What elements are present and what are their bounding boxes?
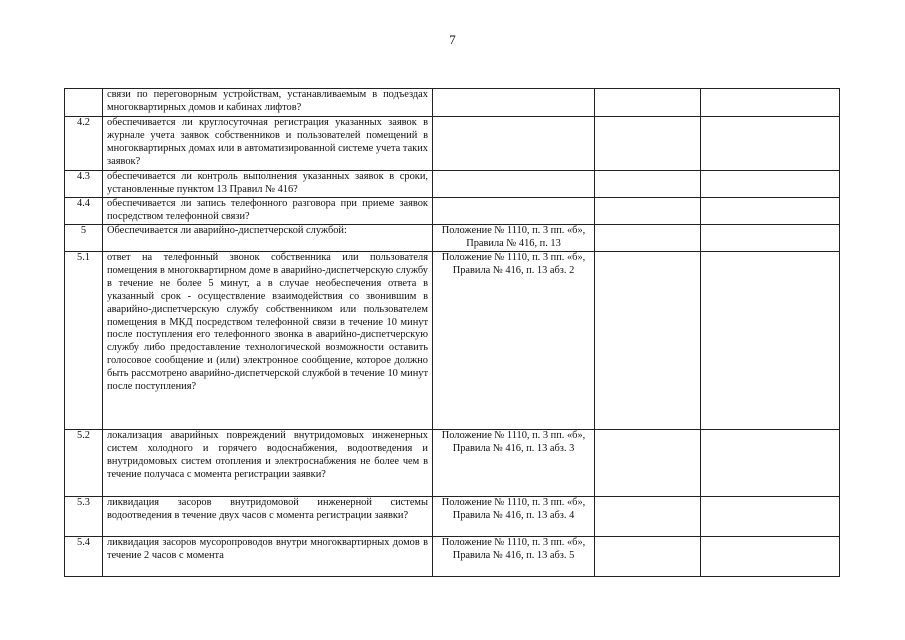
table-row [65, 537, 840, 577]
reference-text: Положение № 1110, п. 3 пп. «б», Правила № 416, п. 13 абз. 4 [433, 497, 595, 537]
question-text: обеспечивается ли круглосуточная регистрация указанных заявок в журнале учета заявок собственников и пользователей помещений в многоквартирных домах или в автоматизированной системе учета таких заявок? [103, 117, 433, 171]
row-number: 4.2 [65, 117, 103, 171]
page-number: 7 [449, 32, 456, 47]
table-row [65, 430, 840, 497]
row-number: 5.1 [65, 252, 103, 430]
answer-cell [595, 430, 701, 497]
answer-cell [595, 225, 701, 252]
table-row [65, 497, 840, 537]
note-cell [701, 430, 840, 497]
row-number: 4.4 [65, 198, 103, 225]
row-number: 5.2 [65, 430, 103, 497]
answer-cell [595, 537, 701, 577]
note-cell [701, 171, 840, 198]
table-row [65, 117, 840, 171]
row-number: 5.4 [65, 537, 103, 577]
note-cell [701, 89, 840, 117]
row-number: 4.3 [65, 171, 103, 198]
reference-text: Положение № 1110, п. 3 пп. «б», Правила № 416, п. 13 абз. 5 [433, 537, 595, 577]
question-text: ответ на телефонный звонок собственника или пользователя помещения в многоквартирном доме в аварийно-диспетчерскую службу в течение не более 5 минут, а в случае необеспечения ответа в указанный срок - осуществление взаимодействия со звонившим в аварийно-диспетчерскую службу собственником или пользователем помещения в МКД посредством телефонной связи в течение 10 минут после поступления его телефонного звонка в аварийно-диспетчерскую службу либо предоставление технологической возможности оставить голосовое сообщение и (или) электронное сообщение, которое должно быть рассмотрено аварийно-диспетчерской службой в течение 10 минут после поступления? [103, 252, 433, 430]
answer-cell [595, 117, 701, 171]
note-cell [701, 497, 840, 537]
note-cell [701, 198, 840, 225]
reference-text [433, 171, 595, 198]
question-text: ликвидация засоров внутридомовой инженерной системы водоотведения в течение двух часов с момента регистрации заявки? [103, 497, 433, 537]
row-number: 5.3 [65, 497, 103, 537]
table-row [65, 225, 840, 252]
note-cell [701, 537, 840, 577]
table-row [65, 171, 840, 198]
question-text: локализация аварийных повреждений внутридомовых инженерных систем холодного и горячего водоснабжения, водоотведения и внутридомовых систем отопления и электроснабжения не более чем в течение получаса с момента регистрации заявки? [103, 430, 433, 497]
question-text: ликвидация засоров мусоропроводов внутри многоквартирных домов в течение 2 часов с момента [103, 537, 433, 577]
question-text: Обеспечивается ли аварийно-диспетчерской службой: [103, 225, 433, 252]
note-cell [701, 252, 840, 430]
reference-text: Положение № 1110, п. 3 пп. «б», Правила № 416, п. 13 абз. 3 [433, 430, 595, 497]
row-number [65, 89, 103, 117]
row-number: 5 [65, 225, 103, 252]
checklist-table [64, 88, 840, 577]
reference-text [433, 198, 595, 225]
answer-cell [595, 171, 701, 198]
reference-text: Положение № 1110, п. 3 пп. «б», Правила № 416, п. 13 абз. 2 [433, 252, 595, 430]
answer-cell [595, 497, 701, 537]
question-text: обеспечивается ли контроль выполнения указанных заявок в сроки, установленные пунктом 13 Правил № 416? [103, 171, 433, 198]
reference-text [433, 117, 595, 171]
note-cell [701, 117, 840, 171]
question-text: связи по переговорным устройствам, устанавливаемым в подъездах многоквартирных домов и кабинах лифтов? [103, 89, 433, 117]
table-row [65, 252, 840, 430]
answer-cell [595, 89, 701, 117]
answer-cell [595, 252, 701, 430]
note-cell [701, 225, 840, 252]
reference-text [433, 89, 595, 117]
answer-cell [595, 198, 701, 225]
reference-text: Положение № 1110, п. 3 пп. «б», Правила № 416, п. 13 [433, 225, 595, 252]
table-row [65, 198, 840, 225]
table-row [65, 89, 840, 117]
question-text: обеспечивается ли запись телефонного разговора при приеме заявок посредством телефонной связи? [103, 198, 433, 225]
